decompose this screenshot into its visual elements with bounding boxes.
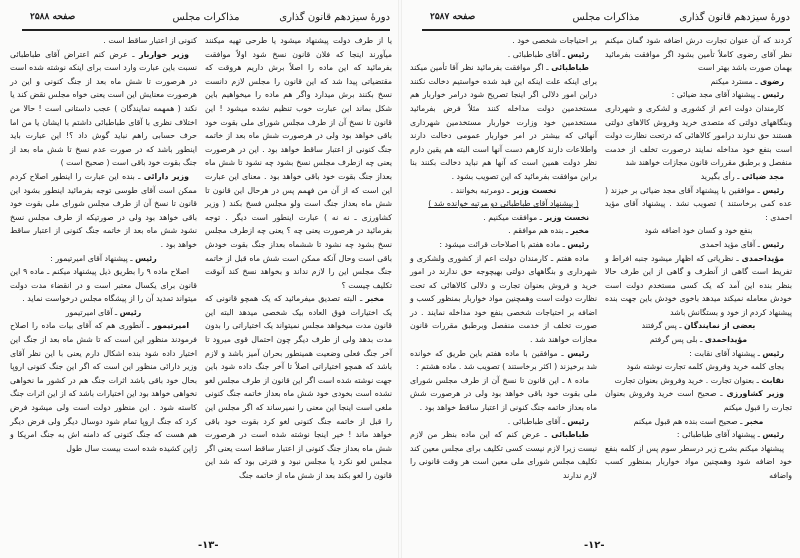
paragraph-text: ماده ۸ ـ این قانون تا نسخ آن از طرف مجلس شورای ملی بقوت خود باقی خواهد بود ولی در هرصورت شش ماه بعداز خاتمه جنگ کنونی از اعتبار ساقط خواهد بود . bbox=[410, 375, 597, 413]
paragraph-text: اصلاح ماده ۹ را بطریق ذیل پیشنهاد میکنم ـ ماده ۹ این قانون برای یکسال معتبر است و در انقضاء مدت دولت میتواند تمدید آن را از پیشگاه مجلس درخواست نماید . bbox=[10, 267, 197, 304]
paragraph bbox=[605, 238, 792, 252]
paragraph-text: بر احتیاجات شخصی خود . bbox=[512, 36, 597, 45]
paragraph-text: اگر موافقت بفرمائید نظر آقا تأمین میکند برای اینکه علت اینکه این قید شده خواستیم دخالت نکنند دراین امور دلالی اگر اینجا تصریح شود درامر خواربار هم مستخدمین دولت مداخله کنند مثلاً فرض بفرمائید مستخدمین خود وزارت خواربار مستخدمین شهرداری آنهائی که بیشتر در امر خواربار عمومی دخالت دارند واطلاعات دارند کارهم دست آنها است البته هم یقین دارم نظر دولت همین است که آنها هم نباید دخالت بکنند بنا براین موافقت بفرمائید که این تصویب بشود . bbox=[410, 63, 597, 181]
paragraph-text: صحیح است بنده هم قبول میکنم bbox=[633, 416, 738, 426]
paragraph bbox=[410, 224, 597, 238]
paragraph-text: البته تصدیق میفرمائید که یک همچو قانونی که یک اختیارات فوق العاده بیک شخصی میدهد البته این قانون مدت میخواهد مجلس نمیتواند یک اختیاراتی را بدون مدت بدهد ولی از طرف دیگر چون احتمال قوی میرود تا آخر جنگ فعلی وضعیت همینطور بحران آمیز باشد و لازم باشد که همچو اختیاراتی اصلاً تا آخر جنگ داده شود باین جهت نوشته شده است اگر این قانون از طرف مجلس لغو نشده است بخودی خود شش ماه بعداز خاتمه جنگ کنونی ملغی است اینجا این معنی را نمیرساند که اگر مجلس این را قبل از خاتمه جنگ کنونی لغو کرد بقوت خود باقی خواهد ماند ! خیر اینجا نوشته شده است در هرصورت شش ماه بعداز جنگ کنونی از اعتبار ساقط است یعنی اگر مجلس لغو نکرد یا مجلس نبود و فترتی بود که شد این قانون را لغو بکند بعد از شش ماه از خاتمه جنگ bbox=[205, 294, 392, 480]
speaker-name: مخبر ـ bbox=[738, 417, 764, 426]
paragraph-text: بعنوان تجارت . خرید وفروش بعنوان تجارت bbox=[614, 375, 755, 385]
paragraph-text: عرض کنم اعتراض آقای طباطبائی نسبت باین عبارت وارد است برای اینکه نوشته شده است در هرصورت تا شش ماه بعد از جنگ کنونی و این در هرصورت معنایش این است یعنی خواه مجلس نقض کند یا نکند ( همهمه نمایندگان ) عجب داستانی است ! حالا من اختلاف نظری با آقای طباطبائی داشتم با ایشان یا من اما حرف حسابی راهم نباید گوش داد ؟! این عبارت باید اینطور باشد که در صورت عدم نسخ تا شش ماه بعد از جنگ بقوت خود باقی است ( صحیح است ) bbox=[10, 49, 197, 168]
speaker-name: رئیس ـ bbox=[558, 349, 589, 358]
paragraph bbox=[605, 184, 792, 225]
paragraph bbox=[410, 61, 597, 183]
paragraph-text: پیشنهاد آقای طباطبائی : bbox=[676, 430, 756, 440]
speaker-name: وزیر کشاورزی ـ bbox=[716, 389, 784, 398]
speaker-name: رئیس ـ bbox=[755, 430, 784, 439]
paragraph bbox=[410, 347, 597, 374]
paragraph bbox=[605, 252, 792, 320]
text-column-1 bbox=[205, 34, 392, 483]
paragraph bbox=[10, 34, 197, 48]
paragraph bbox=[10, 319, 197, 455]
paragraph-text: پیشنهاد میکنم بشرح زیر درسطر سوم پس از کلمه بنفع خود اضافه شود وهمچنین مواد خواربار بمنظور کسب واضافه bbox=[605, 443, 792, 480]
proceedings-title: مذاکرات مجلس bbox=[172, 12, 240, 23]
page-number: صفحه ۲۵۸۷ bbox=[430, 12, 476, 22]
speaker-name: رئیس ـ bbox=[755, 240, 784, 249]
paragraph bbox=[605, 333, 792, 347]
paragraph-text: بجای کلمه خرید وفروش کلمه تجارت نوشته شود bbox=[626, 362, 784, 372]
proceedings-title: مذاکرات مجلس bbox=[572, 12, 640, 23]
paragraph bbox=[605, 428, 792, 442]
speaker-name: طباطبائی ـ bbox=[540, 430, 589, 439]
paragraph bbox=[205, 34, 392, 292]
speaker-name: طباطبائی ـ bbox=[543, 63, 589, 72]
paragraph bbox=[10, 170, 197, 252]
paragraph bbox=[410, 197, 597, 211]
speaker-name: نقابت ـ bbox=[754, 376, 784, 385]
paragraph bbox=[605, 415, 792, 429]
paragraph bbox=[410, 184, 597, 198]
paragraph bbox=[605, 170, 792, 184]
speaker-name: رئیس ـ bbox=[128, 254, 157, 263]
paragraph-text: یا از طرف دولت پیشنهاد میشود یا طرحی تهیه میکنند میآورند اینجا که فلان قانون نسخ شود اولاً موافقت بفرمائید که این ماده را اصلاً برش داریم هروقت که مقتضیاتی پیدا شد که این قانون را مجلس لازم دانست نسخ بکنند برش میدارد واگر هم ماده را میخواهیم باین شکل بماند این عبارت خوب تنظیم نشده میشود ! این قانون تا نسخ آن از طرف مجلس شورای ملی بقوت خود باقی خواهد بود ولی در هرصورت شش ماه بعد از خاتمه جنگ کنونی از اعتبار ساقط خواهد بود . این در هرصورت یعنی چه ازطرف مجلس نسخ بشود چه نشود تا شش ماه بعداز جنگ بقوت خود باقی خواهد بود . معنای این عبارت این است که از آن من فهمم پس در هرحال این قانون تا شش ماه بعداز جنگ است ولو مجلس فسخ بکند ( وزیر کشاورزی ـ نه نه ) عبارت اینطور است دیگر . توجه بفرمائید در هرصورت یعنی چه ؟ یعنی چه ازطرف مجلس نسخ بشود چه نشود تا ششماه بعداز جنگ بقوت خودش باقی است وحال آنکه ممکن است شش ماه قبل از خاتمه جنگ مجلس این را لازم نداند و بخواهد نسخ کند آنوقت تکلیف چیست ؟ bbox=[205, 36, 392, 290]
paragraph bbox=[605, 360, 792, 374]
paragraph-text: موافقین با پیشنهاد آقای مجد ضیائی بر خیزند ( عده کمی برخاستند ) تصویب نشد . پیشنهاد آقای مؤید احمدی : bbox=[605, 185, 792, 222]
speaker-name: رئیس ـ bbox=[755, 349, 784, 358]
paragraph-text: کردند که آن عنوان تجارت درش اضافه شود گمان میکنم نظر آقای رضوی کاملاً تأمین بشود اگر موافقت بفرمائید بهمان صورت باشد بهتر است bbox=[605, 36, 792, 73]
paragraph-text: کارمندان دولت اعم از کشوری و لشکری و شهرداری وبنگاههای دولتی که متصدی خرید وفروش کالاهای دولتی هستند حق ندارند درامور کالاهائی که درتحت نظارت دولت است بنفع خود مداخله نمایند درصورت تخلف از خدمت منفصل و برطبق مقررات قانون مجازات خواهند شد bbox=[605, 103, 792, 168]
page-footer-number: -۱۲- bbox=[584, 540, 605, 551]
paragraph-text: مسترد میکنم bbox=[710, 76, 753, 86]
paragraph-text: آنطوری هم که آقای بیات ماده را اصلاح فرمودند منظور این است که تا شش ماه بعد از جنگ این اختیار داده شود بنده اشکال دارم یعنی با این نظر آقای وزیر دارائی منظور این است که اگر این جنگ کنونی اروپا بحال خود باقی باشد اثرات جنگ هم در کشور ما نخواهی نخواهی خواهد بود این اختیارات باشد که از این اثرات جنگ کاسته شود . این منظور دولت است ولی میشود فرض کرد که جنگ اروپا تمام شود دوسال دیگر ولی فرض دیگر هم هست که جنگ کنونی که دامنه اش به جنگ امریکا و ژاپن کشیده شده است بیست سال طول bbox=[10, 321, 197, 453]
paragraph bbox=[10, 48, 197, 170]
paragraph bbox=[605, 75, 792, 89]
paragraph bbox=[10, 306, 197, 320]
paragraph-text: موافقین با ماده هفتم باین طریق که خوانده شد برخیزند ( اکثر برخاستند ) تصویب شد . ماده هشتم : bbox=[410, 348, 597, 372]
page-number: صفحه ۲۵۸۸ bbox=[30, 12, 76, 22]
paragraph bbox=[410, 48, 597, 62]
paragraph-text: رأی بگیرید bbox=[700, 171, 735, 181]
text-column-1 bbox=[605, 34, 792, 483]
paragraph-text: بنده این عبارت را اینطور اصلاح کردم ممکن است آقای طوسی توجه بفرمائید اینطور بشود این قانون تا نسخ آن از طرف مجلس شورای ملی بقوت خود باقی خواهد بود ولی در صورتیکه از طرف مجلس نسخ نشود شش ماه بعد از خاتمه جنگ کنونی از اعتبار ساقط خواهد بود . bbox=[10, 171, 197, 249]
paragraph bbox=[410, 238, 597, 252]
paragraph bbox=[410, 211, 597, 225]
speaker-name: نخست وزیر ـ bbox=[537, 213, 589, 222]
paragraph-text: بنفع خود و کسان خود اضافه شود bbox=[644, 226, 753, 236]
paragraph-text: پس گرفتند bbox=[641, 321, 677, 331]
paragraph-text: آقای طباطبائی . bbox=[507, 49, 561, 59]
page-header bbox=[422, 12, 790, 31]
paragraph bbox=[605, 374, 792, 388]
text-column-2 bbox=[410, 34, 597, 483]
paragraph-text: آقای طباطبائی . bbox=[507, 416, 561, 426]
paragraph-text: دومرتبه بخوانند . bbox=[450, 185, 505, 195]
speaker-name: مؤیداحمدی ـ bbox=[698, 335, 748, 344]
speaker-name: مخبر ـ bbox=[563, 226, 589, 235]
speaker-name: رئیس ـ bbox=[755, 90, 784, 99]
paragraph bbox=[605, 347, 792, 361]
paragraph-text: پیشنهاد آقای مجد ضیائی : bbox=[671, 90, 756, 100]
paragraph bbox=[605, 88, 792, 102]
paragraph-text: آقای امیرتیمور bbox=[65, 307, 113, 317]
paragraph bbox=[605, 224, 792, 238]
speaker-name: رئیس ـ bbox=[112, 308, 141, 317]
speaker-name: بعضی از نمایندگان ـ bbox=[677, 321, 756, 330]
paragraph-text: آقای مؤید احمدی bbox=[699, 239, 756, 249]
paragraph bbox=[410, 252, 597, 347]
speaker-name: مخبر ـ bbox=[357, 294, 384, 303]
page-header bbox=[22, 12, 390, 31]
speaker-name: نخست وزیر ـ bbox=[505, 186, 557, 195]
speaker-name: مؤیداحمدی ـ bbox=[733, 254, 784, 263]
paragraph-text: عرض کنم که این ماده بنظر من لازم نیست زیرا لازم نیست کسی تکلیف برای مجلس معین کند تکلیف مجلس شورای ملی معین است هر وقت قانونی را لازم ندارند bbox=[410, 430, 597, 480]
paragraph-text: ( پیشنهاد آقای طباطبائی دو مرتبه خوانده شد ) bbox=[428, 199, 579, 209]
paragraph-text: بنده هم موافقم . bbox=[508, 226, 564, 236]
speaker-name: وزیر خواربار ـ bbox=[128, 50, 189, 59]
paragraph bbox=[605, 34, 792, 75]
paragraph bbox=[410, 415, 597, 429]
page-footer-number: -۱۳- bbox=[198, 540, 219, 551]
paragraph bbox=[205, 292, 392, 482]
book-gutter bbox=[398, 0, 402, 558]
paragraph bbox=[10, 265, 197, 306]
session-title: دورهٔ سیزدهم قانون گذاری bbox=[279, 12, 390, 23]
paragraph-text: کنونی از اعتبار ساقط است . bbox=[103, 36, 197, 45]
paragraph bbox=[605, 442, 792, 483]
paragraph bbox=[410, 34, 597, 48]
paragraph bbox=[410, 428, 597, 482]
paragraph bbox=[410, 374, 597, 415]
speaker-name: رئیس ـ bbox=[560, 50, 589, 59]
session-title: دورهٔ سیزدهم قانون گذاری bbox=[679, 12, 790, 23]
page-1 bbox=[400, 0, 800, 558]
speaker-name: رضوی ـ bbox=[753, 77, 784, 86]
paragraph bbox=[605, 319, 792, 333]
paragraph-text: پیشنهاد آقای نقابت : bbox=[689, 348, 756, 358]
paragraph-text: نظریاتی که اظهار میشود جنبه افراط و تفریط است گاهی از آنطرف و گاهی از این طرف حالا بنظر بنده این آمد که یک کسی مستخدم دولت است خودش معامله نمیکند میدهد باخوی خودش باین جهت بنده پیشنهاد کردم از خود و بستگانش باشد bbox=[605, 253, 792, 317]
paragraph-text: صحیح است خرید وفروش بعنوان تجارت را قبول میکنم bbox=[605, 389, 792, 413]
paragraph-text: پیشنهاد آقای امیرتیمور : bbox=[50, 253, 128, 263]
paragraph-text: ماده هفتم با اصلاحات قرائت میشود : bbox=[439, 239, 561, 249]
paragraph bbox=[605, 387, 792, 414]
paragraph-text: موافقت میکنیم . bbox=[483, 212, 538, 222]
speaker-name: مجد ضیائی ـ bbox=[735, 172, 784, 181]
paragraph-text: ماده هفتم ـ کارمندان دولت اعم از کشوری ولشکری و شهرداری و بنگاههای دولتی بهیچوجه حق ندارند در امور خرید و فروش بعنوان تجارت و دلالی کالاهائی که تحت نظارت دولت است وهمچنین مواد خواربار بمنظور کسب و اضافه بر احتیاجات شخصی بنفع خود مداخله نمایند . در صورت تخلف از خدمت منفصل وبرطبق مقررات قانون مجازات خواهند شد . bbox=[410, 253, 597, 345]
speaker-name: امیرتیمور ـ bbox=[143, 321, 189, 330]
speaker-name: رئیس ـ bbox=[560, 417, 589, 426]
paragraph bbox=[605, 102, 792, 170]
paragraph bbox=[10, 252, 197, 266]
speaker-name: رئیس ـ bbox=[560, 240, 589, 249]
speaker-name: وزیر دارائی ـ bbox=[135, 172, 189, 181]
text-column-2 bbox=[10, 34, 197, 455]
paragraph-text: بلی پس گرفتم bbox=[649, 335, 698, 345]
speaker-name: رئیس ـ bbox=[755, 186, 784, 195]
